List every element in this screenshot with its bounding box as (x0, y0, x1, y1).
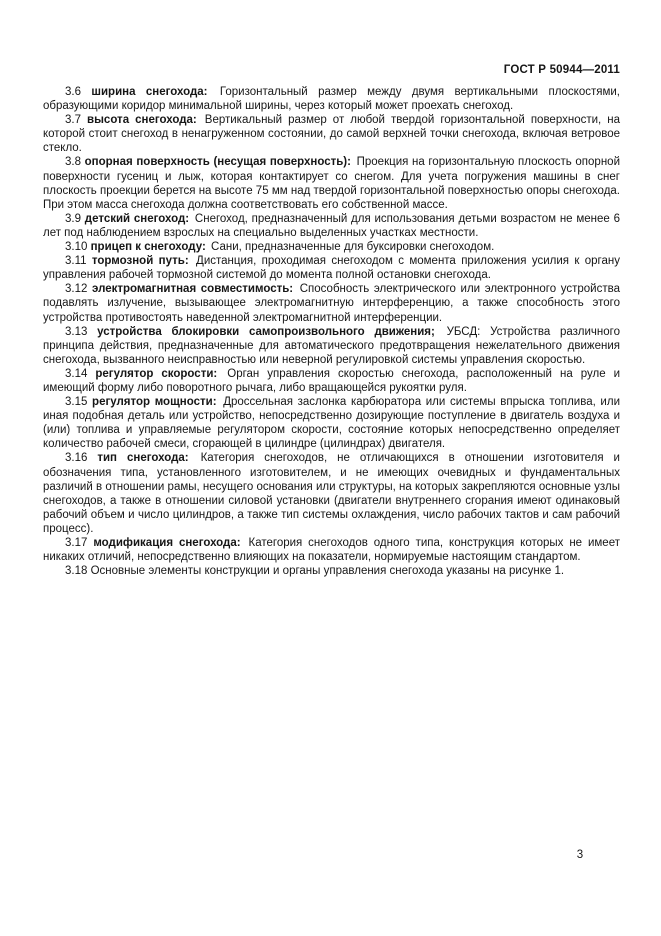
definition-text: Дроссельная заслонка карбюратора или системы впрыска топлива, или иная подобная деталь или устройство, непосредственно дозирующие поступление в двигатель воздуха и (или) топлива и управляемые регулятором скорости, состояние которых непосредственно определяет количество рабочей смеси, сгорающей в цилиндре (цилиндрах) двигателя. (43, 396, 620, 451)
clause-number: 3.13 (65, 325, 88, 338)
definition-paragraph (43, 282, 620, 324)
clause-number: 3.9 (65, 212, 81, 225)
standard-code-header: ГОСТ Р 50944—2011 (503, 64, 620, 76)
clause-number: 3.16 (65, 452, 88, 465)
term: тип снегохода: (97, 452, 189, 465)
clause-number: 3.12 (65, 283, 88, 296)
clause-number: 3.6 (65, 86, 81, 98)
clause-number: 3.15 (65, 396, 88, 409)
definition-paragraph (43, 367, 620, 395)
clause-number: 3.7 (65, 114, 81, 127)
term: опорная поверхность (несущая поверхность): (84, 156, 351, 169)
term: прицеп к снегоходу: (90, 241, 206, 254)
term: ширина снегохода: (91, 86, 208, 98)
definition-paragraph (43, 240, 620, 254)
definition-text: Орган управления скоростью снегохода, расположенный на руле и имеющий форму либо поворотного рычага, либо вращающейся рукоятки руля. (43, 367, 621, 394)
clause-number: 3.17 (65, 537, 88, 549)
definition-paragraph (43, 212, 620, 240)
term-abbr: УБСД: (446, 325, 481, 338)
term: тормозной путь: (91, 255, 189, 268)
definition-paragraph (43, 451, 620, 536)
definition-text: Дистанция, проходимая снегоходом с момента приложения усилия к органу управления рабочей тормозной системой до момента полной остановки снегохода. (43, 255, 620, 282)
definition-text: Устройства различного принципа действия, предназначенные для автоматического предотвращения нежелательного движения снегохода, вызванного неисправностью или неверной регулировкой системы управления скоростью. (43, 325, 620, 366)
clause-number: 3.10 (65, 241, 88, 254)
definition-paragraph (43, 113, 620, 155)
term: устройства блокировки самопроизвольного движения; (97, 325, 435, 338)
definition-paragraph (43, 85, 620, 113)
term: регулятор мощности: (92, 396, 217, 409)
term: модификация снегохода: (93, 537, 241, 549)
definition-text: Категория снегоходов, не отличающихся в отношении изготовителя и обозначения типа, установленного изготовителем, и не имеющих очевидных и фундаментальных различий в отношении рамы, несущего основания или структуры, на которых закрепляются основные узлы снегоходов, а также в отношении силовой установки (двигатели внутреннего сгорания имеют одинаковый рабочий объем и число цилиндров, а также тип системы охлаждения, число рабочих тактов и сам рабочий процесс). (43, 452, 620, 535)
page-number: 3 (576, 849, 584, 861)
clause-number: 3.18 (65, 565, 88, 578)
definition-text: Вертикальный размер от любой твердой горизонтальной поверхности, на которой стоит снегоход в ненагруженном состоянии, до самой верхней точки снегохода, включая ветровое стекло. (43, 114, 620, 155)
definition-text: Проекция на горизонтальную плоскость опорной поверхности гусениц и лыж, которая контактирует со снегом. Для учета погружения машины в снег плоскость проекции берется на высоте 75 мм над твердой горизонтальной поверхностью опоры снегохода. При этом масса снегохода должна соответствовать его собственной массе. (43, 156, 620, 211)
definition-paragraph (43, 155, 620, 211)
definition-paragraph (43, 536, 620, 564)
definition-paragraph (43, 325, 620, 367)
terms-definitions-section (43, 85, 620, 578)
definition-paragraph (43, 564, 620, 578)
definition-paragraph (43, 395, 620, 451)
definition-text: Способность электрического или электронного устройства подавлять излучение, вызывающее электромагнитную интерференцию, а также способность этого устройства противостоять наведенной электромагнитной интерференции. (43, 283, 620, 324)
clause-number: 3.14 (65, 367, 88, 380)
definition-text: Категория снегоходов одного типа, конструкция которых не имеет никаких отличий, непосредственно влияющих на показатели, нормируемые настоящим стандартом. (43, 537, 620, 564)
term: регулятор скорости: (95, 367, 218, 380)
term: электромагнитная совместимость: (92, 283, 294, 296)
definition-text: Основные элементы конструкции и органы управления снегохода указаны на рисунке 1. (90, 565, 565, 578)
term: детский снегоход: (84, 212, 190, 225)
definition-text: Горизонтальный размер между двумя вертикальными плоскостями, образующими коридор минимальной ширины, через который может проехать снегоход. (43, 86, 620, 113)
definition-text: Сани, предназначенные для буксировки снегоходом. (211, 241, 495, 254)
definition-paragraph (43, 254, 620, 282)
definition-text: Снегоход, предназначенный для использования детьми возрастом не менее 6 лет под наблюдением взрослых на специально выделенных участках местности. (43, 212, 620, 239)
term: высота снегохода: (87, 114, 197, 127)
clause-number: 3.11 (65, 255, 87, 268)
clause-number: 3.8 (65, 156, 81, 169)
